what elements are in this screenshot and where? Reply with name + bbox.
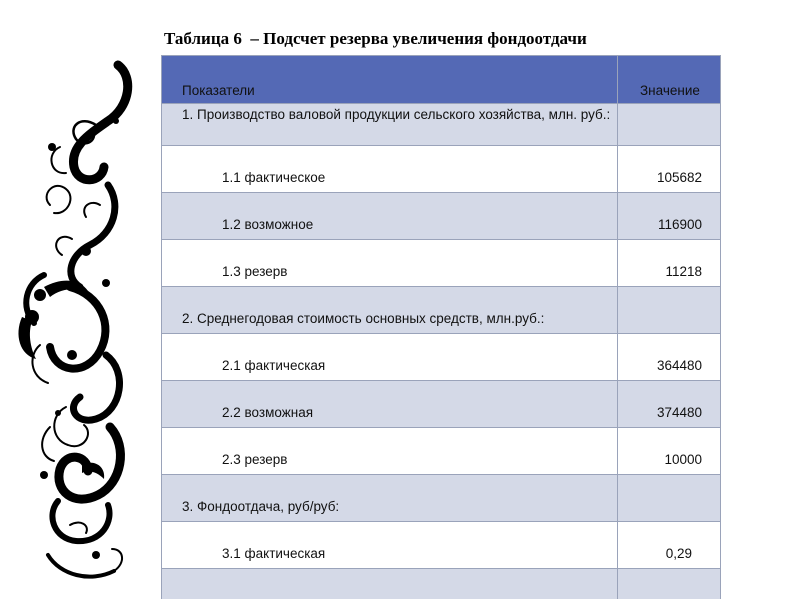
row-value — [618, 287, 721, 334]
row-label: 3.1 фактическая — [162, 522, 618, 569]
row-label: 1.1 фактическое — [162, 146, 618, 193]
row-value: 364480 — [618, 334, 721, 381]
table-row — [162, 428, 721, 475]
table-row — [162, 193, 721, 240]
row-label: 2.1 фактическая — [162, 334, 618, 381]
table-row — [162, 381, 721, 428]
row-value: 0,29 — [618, 522, 721, 569]
row-value: 116900 — [618, 193, 721, 240]
row-value: 11218 — [618, 240, 721, 287]
row-value — [618, 104, 721, 146]
table-header-row — [162, 56, 721, 104]
row-value: 374480 — [618, 381, 721, 428]
row-label: 2.3 резерв — [162, 428, 618, 475]
row-value: 10000 — [618, 428, 721, 475]
reserve-table — [161, 55, 721, 599]
table-row — [162, 569, 721, 599]
table-row — [162, 146, 721, 193]
scroll-ornament-icon — [10, 55, 140, 600]
table-row — [162, 334, 721, 381]
row-label: 3. Фондоотдача, руб/руб: — [162, 475, 618, 522]
row-label: 2.2 возможная — [162, 381, 618, 428]
row-label: 1.2 возможное — [162, 193, 618, 240]
table-row — [162, 240, 721, 287]
row-label: 2. Среднегодовая стоимость основных средств, млн.руб.: — [162, 287, 618, 334]
row-label: 1. Производство валовой продукции сельского хозяйства, млн. руб.: — [162, 104, 618, 146]
table-caption: Таблица 6 – Подсчет резерва увеличения фондоотдачи — [164, 29, 587, 48]
row-value — [618, 569, 721, 599]
row-label: 1.3 резерв — [162, 240, 618, 287]
row-value: 105682 — [618, 146, 721, 193]
table-row — [162, 522, 721, 569]
row-label — [162, 569, 618, 599]
row-value — [618, 475, 721, 522]
table-row — [162, 287, 721, 334]
column-header-value: Значение — [618, 56, 721, 104]
column-header-indicator: Показатели — [162, 56, 618, 104]
table-row — [162, 104, 721, 146]
table-row — [162, 475, 721, 522]
